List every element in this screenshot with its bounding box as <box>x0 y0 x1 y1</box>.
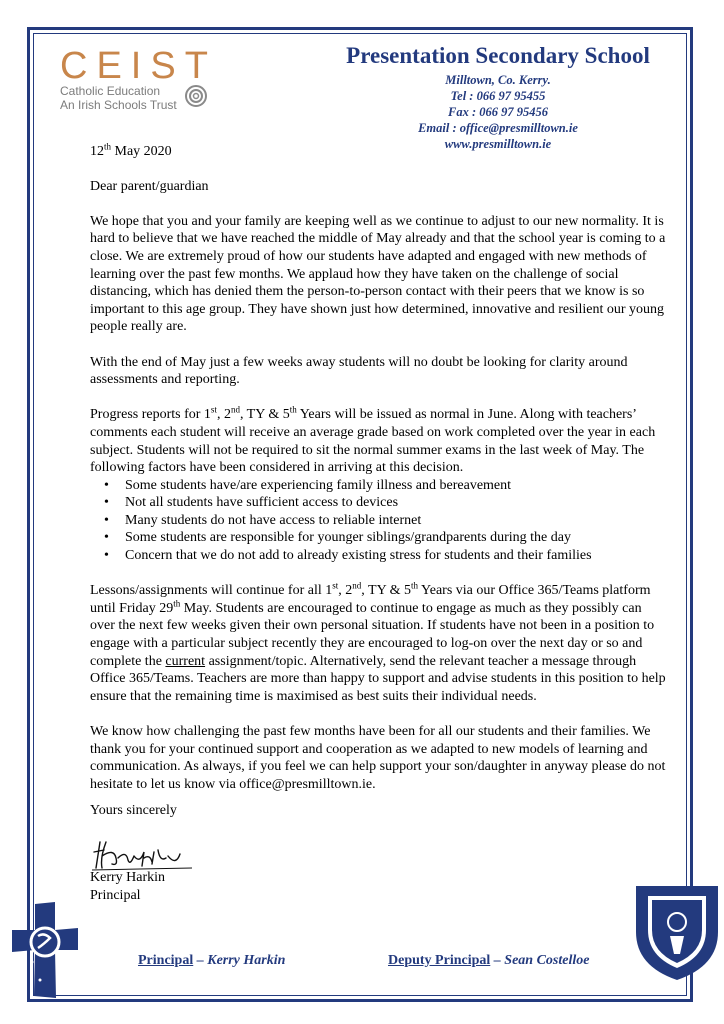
paragraph-1: We hope that you and your family are keeping well as we continue to adjust to our new normality. It is hard to believe that we have reached the middle of May already and that the school year is coming to a close. We are extremely proud of how our students have adapted and engaged with new methods of learning over the past few months. We applaud how they have taken on the challenge of social distancing, which has denied them the person-to-person contact with their peers that we know is so important to this age group. They have shown just how determined, innovative and resilient our young people really are. <box>90 213 666 335</box>
letter-body <box>90 143 668 793</box>
school-header <box>315 43 681 152</box>
footer-deputy-role: Deputy Principal <box>388 953 491 968</box>
signatory <box>90 869 165 904</box>
factors-list <box>90 477 668 565</box>
signatory-name: Kerry Harkin <box>90 870 166 885</box>
footer-principal <box>138 953 285 969</box>
signature <box>90 838 200 872</box>
school-email[interactable]: Email : office@presmilltown.ie <box>418 121 578 135</box>
school-name: Presentation Secondary School <box>346 43 650 68</box>
list-item: • Concern that we do not add to already existing stress for students and their families <box>125 547 668 565</box>
footer-principal-role: Principal <box>138 953 194 968</box>
school-cross-emblem-icon <box>10 900 80 1000</box>
footer-deputy <box>388 953 589 969</box>
signatory-title: Principal <box>90 887 141 903</box>
school-website[interactable]: www.presmilltown.ie <box>444 137 552 151</box>
ceist-tagline-2: An Irish Schools Trust <box>60 98 177 112</box>
letter-date: 12th May 2020 <box>90 141 172 159</box>
ceist-wordmark: CEIST <box>60 45 217 87</box>
ceist-swirl-icon <box>184 84 208 108</box>
closing: Yours sincerely <box>90 803 177 818</box>
list-item: • Not all students have sufficient access to devices <box>125 494 668 512</box>
paragraph-2: With the end of May just a few weeks away students will no doubt be looking for clarity around assessments and reporting. <box>90 354 628 388</box>
school-fax: Fax : 066 97 95456 <box>448 105 548 119</box>
school-address: Milltown, Co. Kerry. <box>445 73 551 87</box>
paragraph-4: Lessons/assignments will continue for all 1st, 2nd, TY & 5th Years via our Office 365/Teams platform until Friday 29th May. Students are encouraged to continue to engage as much as they possibly can over the next few weeks given their own personal situation. If students have not been in a position to engage with a particular subject recently they are encouraged to log-on over the next day or so and complete the current assignment/topic. Alternatively, send the relevant teacher a message through Office 365/Teams. Teachers are more than happy to support and advise students in this position to help ensure that the remaining time is maximised as best suits their individual needs. <box>90 580 666 704</box>
footer-deputy-name: – Sean Costelloe <box>490 953 590 968</box>
school-tel: Tel : 066 97 95455 <box>450 89 546 103</box>
salutation: Dear parent/guardian <box>90 178 209 194</box>
footer-principal-name: – Kerry Harkin <box>193 953 286 968</box>
ceist-logo <box>60 45 250 112</box>
paragraph-5: We know how challenging the past few months have been for all our students and their families. We thank you for your continued support and cooperation as we adapted to new models of learning and communication. As always, if you feel we can help support your son/daughter in anyway please do not hesitate to let us know via office@presmilltown.ie. <box>90 724 666 792</box>
list-item: • Many students do not have access to reliable internet <box>125 512 668 530</box>
ceist-tagline-1: Catholic Education <box>60 84 161 98</box>
list-item: • Some students are responsible for younger siblings/grandparents during the day <box>125 529 668 547</box>
paragraph-3: Progress reports for 1st, 2nd, TY & 5th Years will be issued as normal in June. Along with teachers’ comments each student will receive an average grade based on work completed over the year in each subject. Students will not be required to sit the normal summer exams in the last week of May. The following factors have been considered in arriving at this decision. <box>90 404 656 476</box>
list-item: • Some students have/are experiencing family illness and bereavement <box>125 477 668 495</box>
school-crest-icon <box>630 880 724 984</box>
